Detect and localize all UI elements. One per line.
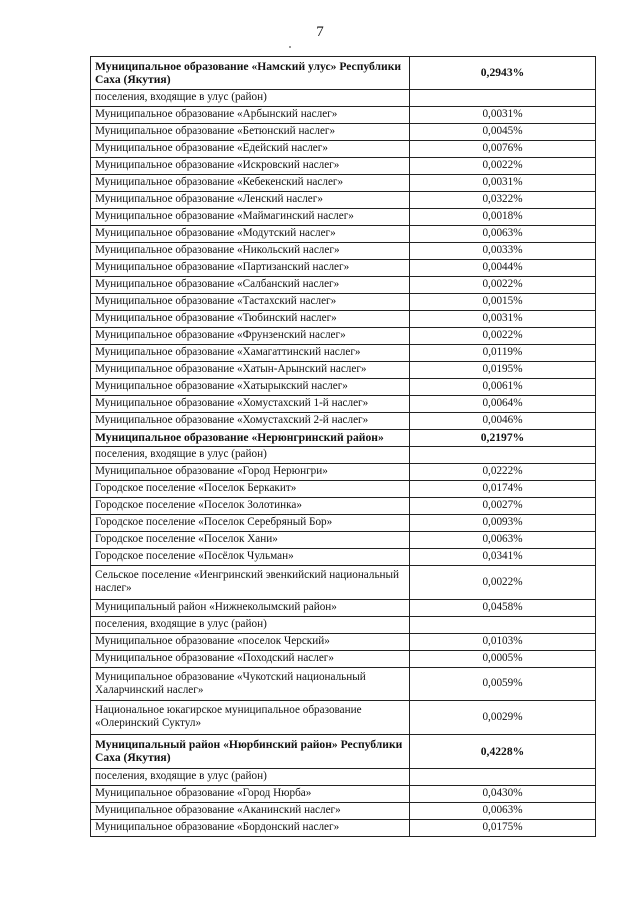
share-value-cell: 0,0195% <box>410 362 596 379</box>
share-value-cell: 0,0076% <box>410 141 596 158</box>
share-value-cell: 0,0063% <box>410 226 596 243</box>
share-value-cell: 0,0174% <box>410 481 596 498</box>
table-row <box>91 260 596 277</box>
table-row <box>91 566 596 600</box>
table-row <box>91 769 596 786</box>
entity-name-cell: Муниципальное образование «Салбанский наслег» <box>91 277 410 294</box>
table-row <box>91 532 596 549</box>
table-row <box>91 107 596 124</box>
share-value-cell: 0,0005% <box>410 651 596 668</box>
share-value-cell: 0,4228% <box>410 735 596 769</box>
share-value-cell: 0,0015% <box>410 294 596 311</box>
entity-name-cell: Муниципальное образование «Тюбинский наслег» <box>91 311 410 328</box>
table-row <box>91 90 596 107</box>
table-row <box>91 481 596 498</box>
entity-name-cell: Городское поселение «Поселок Хани» <box>91 532 410 549</box>
entity-name-cell: Муниципальное образование «Арбынский наслег» <box>91 107 410 124</box>
table-row-total <box>91 430 596 447</box>
share-value-cell: 0,0018% <box>410 209 596 226</box>
table-row <box>91 786 596 803</box>
entity-name-cell: Муниципальное образование «Хатын-Арынский наслег» <box>91 362 410 379</box>
table-row <box>91 515 596 532</box>
entity-name-cell: Муниципальное образование «Хамагаттинский наслег» <box>91 345 410 362</box>
entity-name-cell: Муниципальное образование «Аканинский наслег» <box>91 803 410 820</box>
share-value-cell: 0,0022% <box>410 158 596 175</box>
share-value-cell: 0,2197% <box>410 430 596 447</box>
table-row <box>91 820 596 837</box>
entity-name-cell: Муниципальное образование «Хомустахский 2-й наслег» <box>91 413 410 430</box>
share-value-cell: 0,0063% <box>410 803 596 820</box>
share-value-cell: 0,0064% <box>410 396 596 413</box>
share-value-cell: 0,0061% <box>410 379 596 396</box>
table-row <box>91 651 596 668</box>
table-row <box>91 362 596 379</box>
entity-name-cell: Городское поселение «Поселок Серебряный Бор» <box>91 515 410 532</box>
share-value-cell: 0,0022% <box>410 566 596 600</box>
table-row <box>91 396 596 413</box>
entity-name-cell: Муниципальное образование «Нерюнгринский район» <box>91 430 410 447</box>
share-value-cell <box>410 617 596 634</box>
entity-name-cell: Городское поселение «Поселок Беркакит» <box>91 481 410 498</box>
share-value-cell: 0,0222% <box>410 464 596 481</box>
share-value-cell: 0,0031% <box>410 311 596 328</box>
table-row <box>91 464 596 481</box>
entity-name-cell: Муниципальное образование «Модутский наслег» <box>91 226 410 243</box>
share-value-cell: 0,0022% <box>410 277 596 294</box>
allocation-table <box>90 56 596 837</box>
table-row <box>91 328 596 345</box>
share-value-cell: 0,0341% <box>410 549 596 566</box>
share-value-cell: 0,0458% <box>410 600 596 617</box>
page-number: 7 <box>316 24 324 40</box>
entity-name-cell: Муниципальный район «Нижнеколымский район» <box>91 600 410 617</box>
table-row <box>91 634 596 651</box>
table-row <box>91 294 596 311</box>
share-value-cell: 0,0044% <box>410 260 596 277</box>
entity-name-cell: Городское поселение «Поселок Золотинка» <box>91 498 410 515</box>
share-value-cell: 0,0045% <box>410 124 596 141</box>
entity-name-cell: Муниципальное образование «Чукотский национальный Халарчинский наслег» <box>91 668 410 701</box>
table-row-total <box>91 735 596 769</box>
entity-name-cell: поселения, входящие в улус (район) <box>91 90 410 107</box>
share-value-cell: 0,0119% <box>410 345 596 362</box>
table-row <box>91 243 596 260</box>
share-value-cell <box>410 90 596 107</box>
table-row-total <box>91 57 596 90</box>
share-value-cell: 0,0031% <box>410 107 596 124</box>
table-row <box>91 600 596 617</box>
entity-name-cell: Муниципальное образование «Тастахский наслег» <box>91 294 410 311</box>
table-row <box>91 379 596 396</box>
table-row <box>91 226 596 243</box>
share-value-cell: 0,0063% <box>410 532 596 549</box>
share-value-cell <box>410 769 596 786</box>
table-row <box>91 175 596 192</box>
table-row <box>91 803 596 820</box>
scan-speck <box>289 46 291 48</box>
entity-name-cell: поселения, входящие в улус (район) <box>91 769 410 786</box>
entity-name-cell: Муниципальное образование «Ленский наслег» <box>91 192 410 209</box>
share-value-cell: 0,0103% <box>410 634 596 651</box>
share-value-cell: 0,0093% <box>410 515 596 532</box>
table-row <box>91 549 596 566</box>
table-row <box>91 447 596 464</box>
share-value-cell: 0,2943% <box>410 57 596 90</box>
table-row <box>91 277 596 294</box>
table-row <box>91 192 596 209</box>
table-row <box>91 311 596 328</box>
share-value-cell <box>410 447 596 464</box>
entity-name-cell: Муниципальное образование «Партизанский наслег» <box>91 260 410 277</box>
table-row <box>91 124 596 141</box>
table-row <box>91 498 596 515</box>
entity-name-cell: поселения, входящие в улус (район) <box>91 447 410 464</box>
entity-name-cell: Городское поселение «Посёлок Чульман» <box>91 549 410 566</box>
share-value-cell: 0,0029% <box>410 701 596 735</box>
share-value-cell: 0,0027% <box>410 498 596 515</box>
entity-name-cell: Муниципальное образование «Фрунзенский наслег» <box>91 328 410 345</box>
entity-name-cell: Муниципальное образование «Город Нюрба» <box>91 786 410 803</box>
table-row <box>91 209 596 226</box>
share-value-cell: 0,0430% <box>410 786 596 803</box>
entity-name-cell: Муниципальное образование «Хатырыкский наслег» <box>91 379 410 396</box>
entity-name-cell: Муниципальное образование «Искровский наслег» <box>91 158 410 175</box>
table-body <box>91 57 596 837</box>
share-value-cell: 0,0033% <box>410 243 596 260</box>
share-value-cell: 0,0059% <box>410 668 596 701</box>
entity-name-cell: Сельское поселение «Иенгринский эвенкийский национальный наслег» <box>91 566 410 600</box>
entity-name-cell: Муниципальное образование «Едейский наслег» <box>91 141 410 158</box>
share-value-cell: 0,0322% <box>410 192 596 209</box>
entity-name-cell: поселения, входящие в улус (район) <box>91 617 410 634</box>
table-row <box>91 141 596 158</box>
entity-name-cell: Муниципальное образование «Бордонский наслег» <box>91 820 410 837</box>
entity-name-cell: Национальное юкагирское муниципальное образование «Олеринский Суктул» <box>91 701 410 735</box>
share-value-cell: 0,0022% <box>410 328 596 345</box>
table-row <box>91 668 596 701</box>
entity-name-cell: Муниципальное образование «Город Нерюнгри» <box>91 464 410 481</box>
entity-name-cell: Муниципальный район «Нюрбинский район» Республики Саха (Якутия) <box>91 735 410 769</box>
entity-name-cell: Муниципальное образование «поселок Черский» <box>91 634 410 651</box>
share-value-cell: 0,0046% <box>410 413 596 430</box>
entity-name-cell: Муниципальное образование «Никольский наслег» <box>91 243 410 260</box>
entity-name-cell: Муниципальное образование «Походский наслег» <box>91 651 410 668</box>
table-row <box>91 617 596 634</box>
entity-name-cell: Муниципальное образование «Бетюнский наслег» <box>91 124 410 141</box>
table-row <box>91 345 596 362</box>
entity-name-cell: Муниципальное образование «Хомустахский 1-й наслег» <box>91 396 410 413</box>
entity-name-cell: Муниципальное образование «Кебекенский наслег» <box>91 175 410 192</box>
entity-name-cell: Муниципальное образование «Маймагинский наслег» <box>91 209 410 226</box>
share-value-cell: 0,0031% <box>410 175 596 192</box>
entity-name-cell: Муниципальное образование «Намский улус» Республики Саха (Якутия) <box>91 57 410 90</box>
share-value-cell: 0,0175% <box>410 820 596 837</box>
table-row <box>91 158 596 175</box>
table-row <box>91 413 596 430</box>
table-row <box>91 701 596 735</box>
